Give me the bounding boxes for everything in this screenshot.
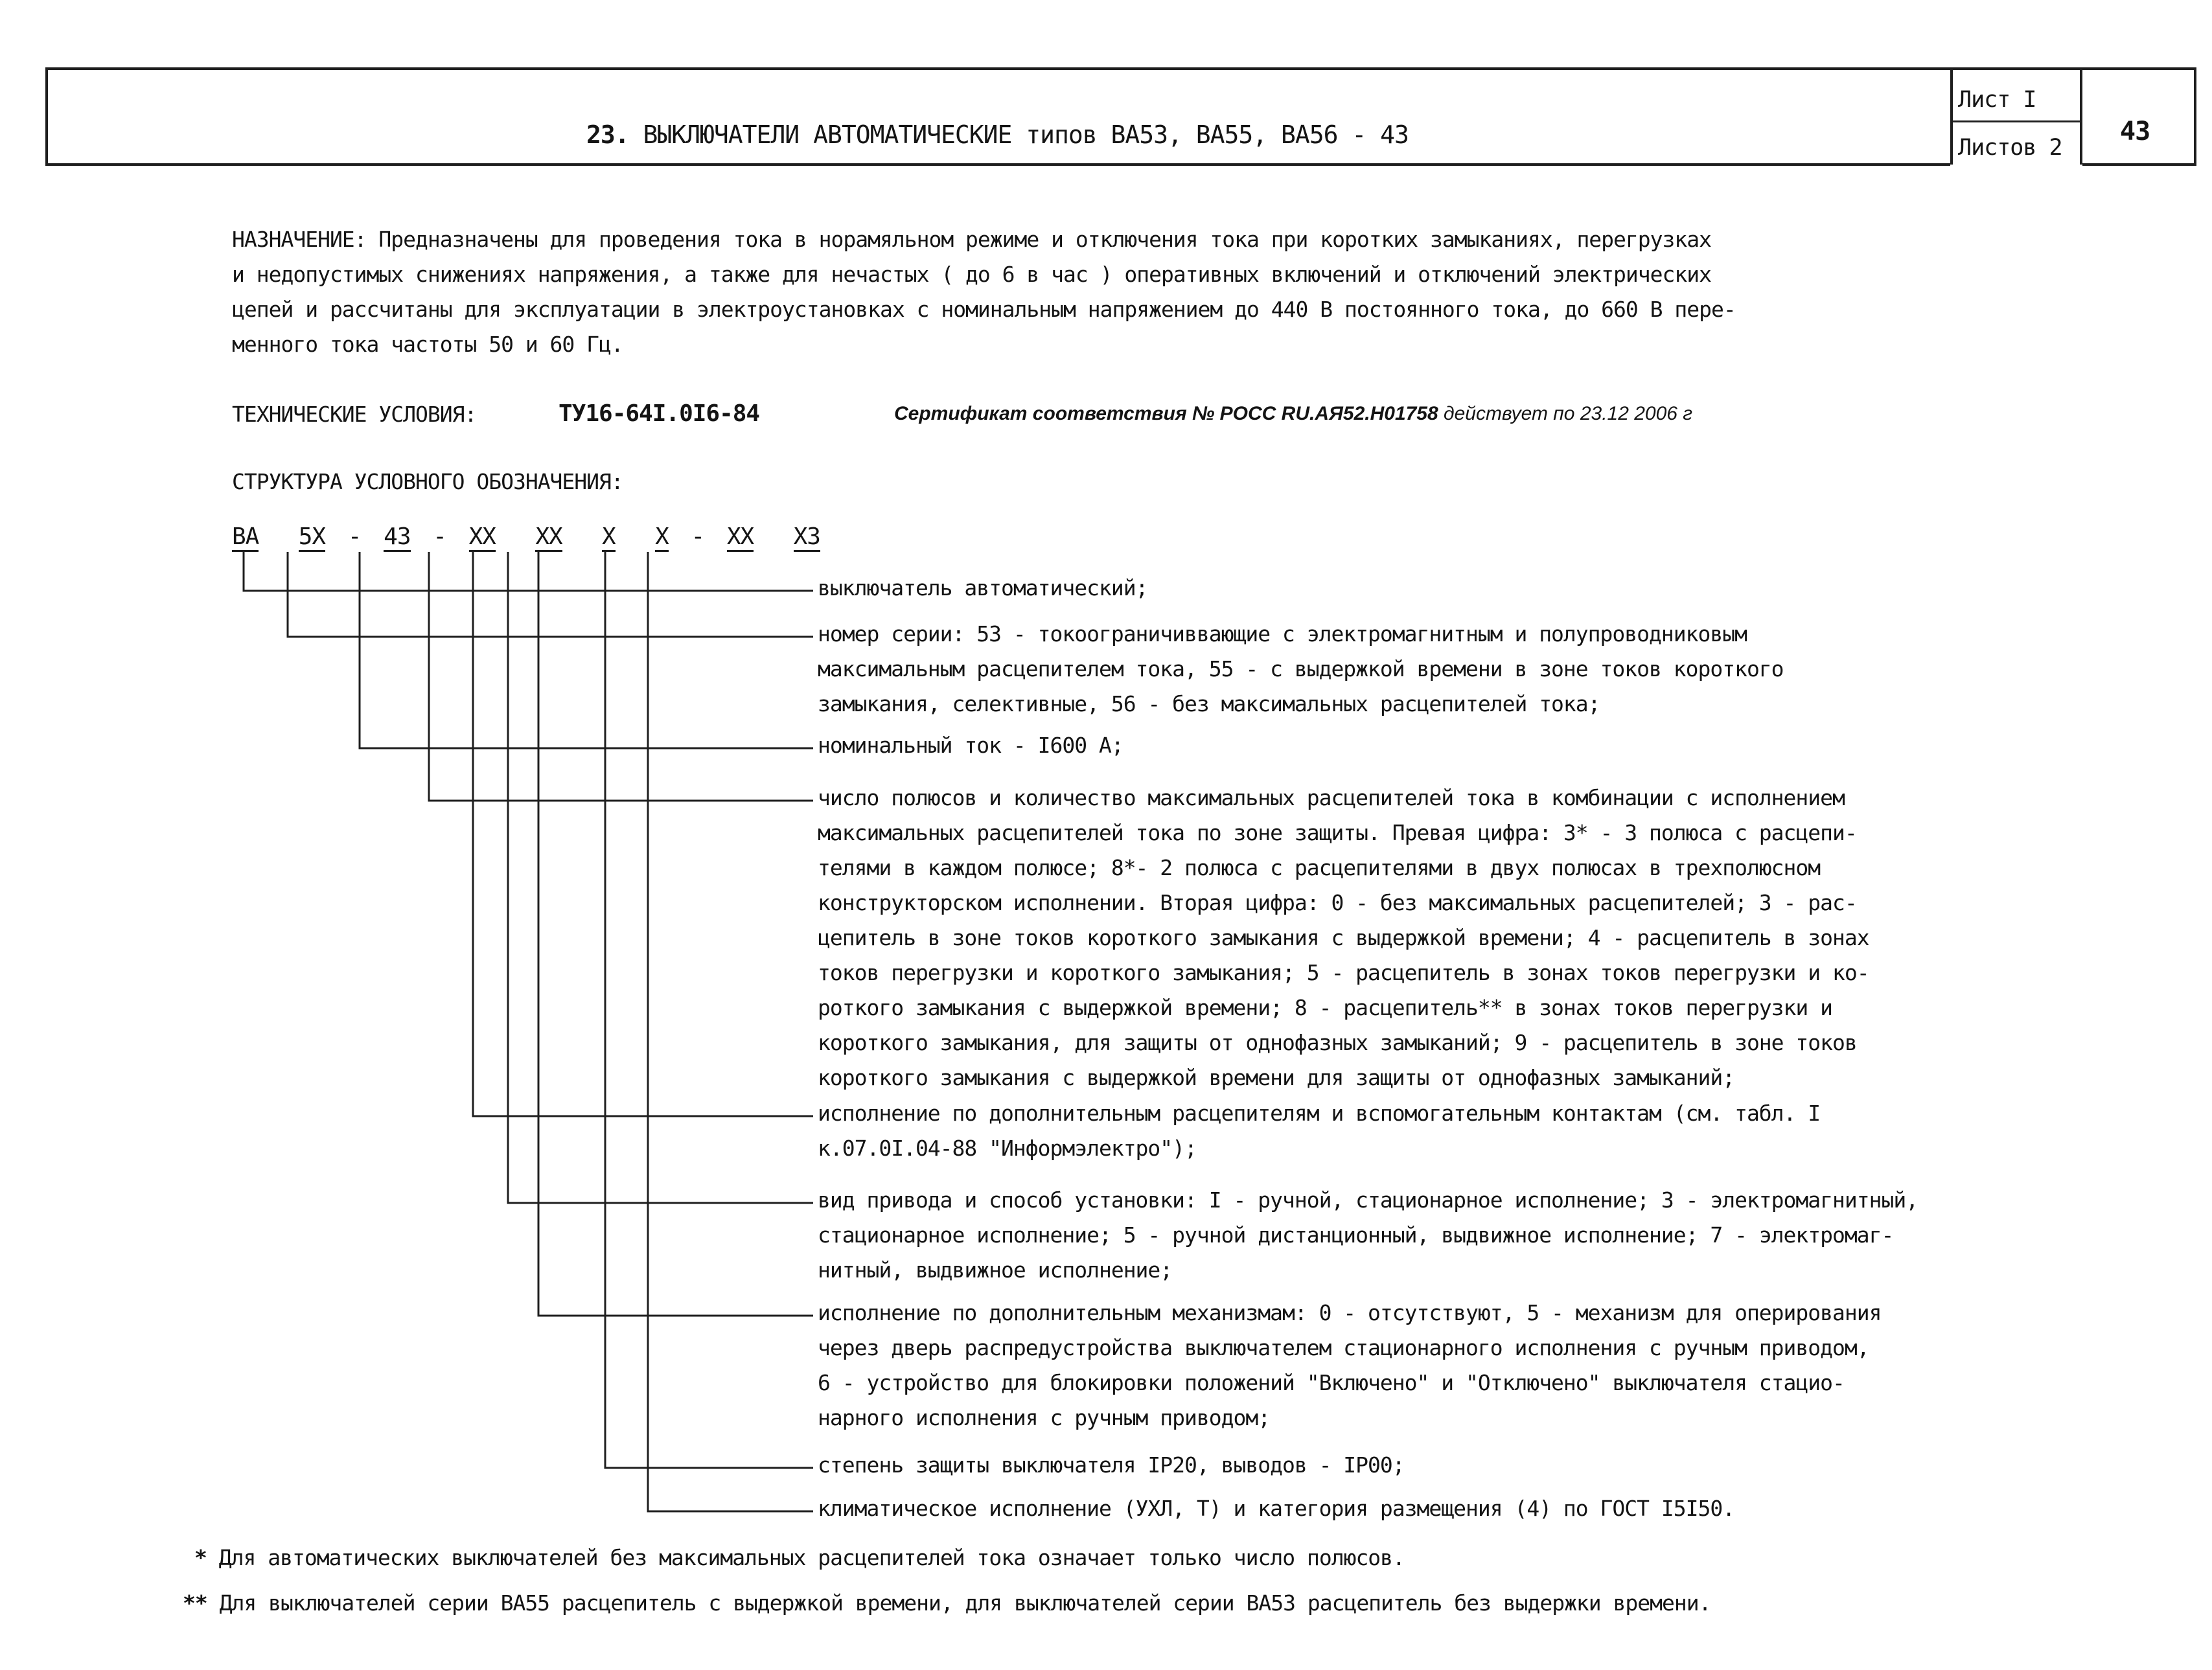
legend-line: замыкания, селективные, 56 - без максимальных расцепителей тока; [818, 691, 1600, 716]
legend-line: к.07.0I.04-88 "Информэлектро"); [818, 1136, 1197, 1161]
code-segment: ХХ [535, 524, 562, 552]
footnote-2 [183, 1590, 1711, 1616]
legend-line: исполнение по дополнительным механизмам: 0 - отсутствуют, 5 - механизм для оперирования [818, 1300, 1882, 1325]
legend-line: короткого замыкания с выдержкой времени для защиты от однофазных замыканий; [818, 1065, 1735, 1090]
code-segment: ХХ [469, 524, 496, 552]
legend-line: короткого замыкания, для защиты от однофазных замыканий; 9 - расцепитель в зоне токов [818, 1030, 1857, 1055]
sheets-count-label: Листов 2 [1958, 135, 2062, 161]
title-text: ВЫКЛЮЧАТЕЛИ АВТОМАТИЧЕСКИЕ типов ВА53, ВА55, ВА56 - 43 [643, 120, 1409, 149]
code-segment: 5Х [299, 524, 325, 552]
legend-line: токов перегрузки и короткого замыкания; 5 - расцепитель в зонах токов перегрузки и ко- [818, 960, 1869, 985]
code-segment: Х [655, 524, 669, 552]
legend-line: нитный, выдвижное исполнение; [818, 1257, 1173, 1283]
legend-line: конструкторском исполнении. Вторая цифра: 0 - без максимальных расцепителей; 3 - рас- [818, 890, 1857, 915]
legend-line: климатическое исполнение (УХЛ, Т) и категория размещения (4) по ГОСТ I5I50. [818, 1496, 1735, 1521]
legend-line: максимальным расцепителем тока, 55 - с выдержкой времени в зоне токов короткого [818, 656, 1784, 681]
code-dash: - [347, 523, 362, 550]
legend-line: максимальных расцепителей тока по зоне защиты. Превая цифра: 3* - 3 полюса с расцепи- [818, 820, 1857, 845]
code-segment: Х3 [794, 524, 820, 552]
page-number: 43 [2120, 117, 2150, 146]
purpose-line: менного тока частоты 50 и 60 Гц. [232, 332, 623, 357]
legend-line: число полюсов и количество максимальных расцепителей тока в комбинации с исполнением [818, 785, 1845, 810]
footnote-mark: ** [183, 1590, 207, 1616]
legend-line: телями в каждом полюсе; 8*- 2 полюса с расцепителями в двух полюсах в трехполюсном [818, 855, 1821, 880]
legend-line: через дверь распредустройства выключателем стационарного исполнения с ручным приводом, [818, 1335, 1869, 1360]
legend-line: стационарное исполнение; 5 - ручной дистанционный, выдвижное исполнение; 7 - электромаг- [818, 1222, 1894, 1248]
legend-line: нарного исполнения с ручным приводом; [818, 1405, 1271, 1430]
tech-conditions-label: ТЕХНИЧЕСКИЕ УСЛОВИЯ: [232, 402, 477, 427]
code-segment: 43 [384, 524, 410, 552]
legend-line: выключатель автоматический; [818, 575, 1148, 601]
tech-conditions-value: ТУ16-64I.0I6-84 [559, 400, 760, 427]
footnote-mark: * [194, 1545, 207, 1570]
purpose-line: и недопустимых снижениях напряжения, а также для нечастых ( до 6 в час ) оперативных включений и отключений электрических [232, 262, 1711, 287]
footnote-text: Для автоматических выключателей без максимальных расцепителей тока означает только число полюсов. [218, 1545, 1405, 1570]
legend-line: цепитель в зоне токов короткого замыкания с выдержкой времени; 4 - расцепитель в зонах [818, 925, 1869, 950]
legend-line: роткого замыкания с выдержкой времени; 8 - расцепитель** в зонах токов перегрузки и [818, 995, 1833, 1020]
certificate-validity: действует по 23.12 2006 г [1438, 403, 1693, 424]
legend-line: вид привода и способ установки: I - ручной, стационарное исполнение; 3 - электромагнитный, [818, 1187, 1918, 1213]
code-dash: - [691, 523, 705, 550]
purpose-line: цепей и рассчитаны для эксплуатации в электроустановках с номинальным напряжением до 440 В постоянного тока, до 660 В пере- [232, 297, 1736, 322]
legend-line: исполнение по дополнительным расцепителям и вспомогательным контактам (см. табл. I [818, 1101, 1821, 1126]
purpose-line: НАЗНАЧЕНИЕ: Предназначены для проведения тока в норамяльном режиме и отключения тока при коротких замыканиях, перегрузках [232, 227, 1711, 252]
certificate-text: Сертификат соответствия № РОСС RU.АЯ52.Н01758 [894, 403, 1438, 424]
section-number: 23. [586, 120, 629, 149]
footnote-1 [194, 1545, 1405, 1570]
legend-line: номер серии: 53 - токоограничиввающие с электромагнитным и полупроводниковым [818, 621, 1747, 646]
legend-line: 6 - устройство для блокировки положений "Включено" и "Отключено" выключателя стацио- [818, 1370, 1845, 1395]
legend-line: степень защиты выключателя IP20, выводов - IP00; [818, 1452, 1405, 1478]
structure-title: СТРУКТУРА УСЛОВНОГО ОБОЗНАЧЕНИЯ: [232, 469, 623, 494]
sheet-label: Лист I [1958, 87, 2036, 113]
footnote-text: Для выключателей серии ВА55 расцепитель с выдержкой времени, для выключателей серии ВА53 расцепитель без выдержки времени. [219, 1590, 1711, 1616]
code-segment: Х [602, 524, 616, 552]
code-segment: ВА [232, 524, 259, 552]
legend-line: номинальный ток - I600 А; [818, 733, 1123, 758]
code-segment: ХХ [727, 524, 754, 552]
code-dash: - [433, 523, 446, 550]
